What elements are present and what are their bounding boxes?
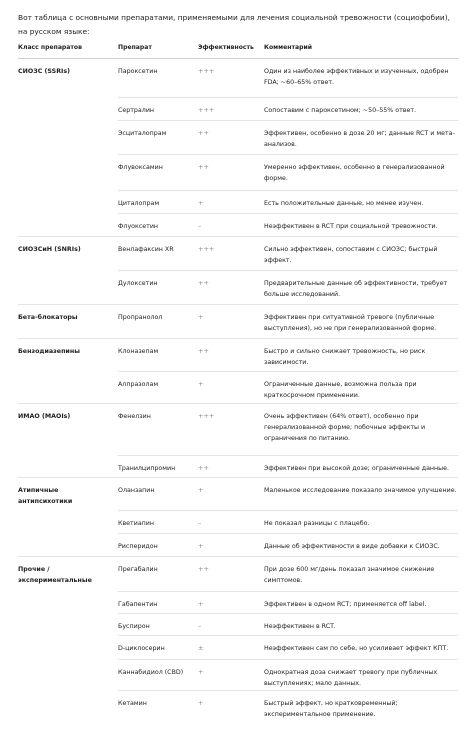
drug-cell: Пропранолол	[118, 314, 163, 321]
drug-cell: Сертралин	[118, 107, 155, 114]
class-cell: Бета-блокаторы	[18, 314, 78, 321]
header-drug: Препарат	[118, 44, 152, 51]
comment-cell: При дозе 600 мг/день показал значимое снижение симптомов.	[264, 566, 435, 584]
efficacy-cell: +++	[198, 412, 215, 420]
table-row	[18, 478, 458, 511]
efficacy-cell: ++	[198, 565, 209, 573]
drug-cell: Кветиапин	[118, 520, 155, 527]
table-row	[18, 660, 458, 691]
table-row	[18, 636, 458, 660]
efficacy-cell: –	[198, 622, 202, 630]
efficacy-cell: ++	[198, 279, 209, 287]
efficacy-cell: –	[198, 222, 202, 230]
efficacy-cell: –	[198, 519, 202, 527]
table-row	[18, 271, 458, 305]
efficacy-cell: ++	[198, 464, 209, 472]
drug-cell: Транилципромин	[118, 465, 176, 472]
comment-cell: Маленькое исследование показало значимое улучшение.	[264, 487, 457, 494]
comment-cell: Эффективен при ситуативной тревоге (публичные выступления), но не при генерализованной форме.	[264, 314, 437, 332]
class-cell: Атипичные антипсихотики	[18, 487, 73, 505]
comment-cell: Есть положительные данные, но менее изучен.	[264, 200, 424, 207]
table-row	[18, 339, 458, 372]
drug-cell: D-циклосерин	[118, 645, 165, 652]
table-row	[18, 372, 458, 404]
drug-cell: Габапентин	[118, 601, 158, 608]
table-row	[18, 614, 458, 636]
comment-cell: Быстрый эффект, но кратковременный; экспериментальное применение.	[264, 700, 398, 718]
table-body	[18, 59, 458, 721]
efficacy-cell: +	[198, 313, 204, 321]
comment-cell: Один из наиболее эффективных и изученных, одобрен FDA; ~60–65% ответ.	[264, 68, 449, 86]
drug-cell: Пароксетин	[118, 68, 158, 75]
efficacy-cell: ±	[198, 644, 204, 652]
class-cell: Бензодиазепины	[18, 348, 80, 355]
table-row	[18, 237, 458, 271]
table-row	[18, 305, 458, 339]
drug-cell: Алпразолам	[118, 381, 159, 388]
drug-cell: Фенелзин	[118, 413, 151, 420]
header-class: Класс препаратов	[18, 44, 82, 51]
drug-cell: Кетамин	[118, 700, 147, 707]
table-row	[18, 121, 458, 155]
drug-cell: Прегабалин	[118, 566, 158, 573]
table-header	[18, 40, 458, 59]
drug-cell: Оланзапин	[118, 487, 155, 494]
class-cell: ИМАО (MAOIs)	[18, 413, 71, 420]
drug-cell: Флувоксамин	[118, 164, 163, 171]
drug-cell: Буспирон	[118, 623, 150, 630]
comment-cell: Ограниченные данные, возможна польза при краткосрочном применении.	[264, 381, 417, 399]
comment-cell: Данные об эффективности в виде добавки к СИОЗС.	[264, 543, 440, 550]
comment-cell: Сильно эффективен, сопоставим с СИОЗС; быстрый эффект.	[264, 246, 438, 264]
comment-cell: Умеренно эффективен, особенно в генерализованной форме.	[264, 164, 445, 182]
header-comment: Комментарий	[264, 44, 313, 51]
table-row	[18, 191, 458, 214]
table-row	[18, 456, 458, 478]
comment-cell: Однократная доза снижает тревогу при публичных выступлениях; мало данных.	[264, 669, 438, 687]
drug-cell: Каннабидиол (CBD)	[118, 669, 184, 676]
efficacy-cell: +	[198, 600, 204, 608]
drug-cell: Флуоксетин	[118, 223, 159, 230]
drug-cell: Циталопрам	[118, 200, 160, 207]
comment-cell: Не показал разницы с плацебо.	[264, 520, 370, 527]
table-row	[18, 404, 458, 456]
comment-cell: Сопоставим с пароксетином; ~50–55% ответ.	[264, 107, 417, 114]
table-row	[18, 98, 458, 121]
comment-cell: Очень эффективен (64% ответ), особенно при генерализованной форме; побочные эффекты и ограничения по питанию.	[264, 413, 426, 442]
efficacy-cell: ++	[198, 129, 209, 137]
efficacy-cell: +	[198, 668, 204, 676]
comment-cell: Неэффективен сам по себе, но усиливает эффект КПТ.	[264, 645, 449, 652]
drug-cell: Дулоксетин	[118, 280, 158, 287]
efficacy-cell: +++	[198, 245, 215, 253]
header-efficacy: Эффективность	[198, 44, 254, 51]
table-row	[18, 691, 458, 721]
table-row	[18, 592, 458, 614]
intro-text: Вот таблица с основными препаратами, применяемыми для лечения социальной тревожности (социофобии), на русском языке:	[18, 13, 450, 36]
efficacy-cell: +	[198, 380, 204, 388]
efficacy-cell: +++	[198, 67, 215, 75]
efficacy-cell: +	[198, 542, 204, 550]
comment-cell: Эффективен, особенно в дозе 20 мг; данные RCT и мета-анализов.	[264, 130, 455, 148]
class-cell: Прочие / экспериментальные	[18, 566, 92, 584]
efficacy-cell: ++	[198, 163, 209, 171]
efficacy-cell: +	[198, 699, 204, 707]
drug-cell: Эсциталопрам	[118, 130, 167, 137]
drug-cell: Клоназепам	[118, 348, 159, 355]
drug-cell: Рисперидон	[118, 543, 158, 550]
class-cell: СИОЗСиН (SNRIs)	[18, 246, 81, 253]
comment-cell: Эффективен в одном RCT; применяется off label.	[264, 601, 427, 608]
table-row	[18, 534, 458, 557]
comment-cell: Неэффективен в RCT при социальной тревожности.	[264, 223, 438, 230]
table-row	[18, 214, 458, 237]
efficacy-cell: +	[198, 486, 204, 494]
efficacy-cell: +++	[198, 106, 215, 114]
table-row	[18, 155, 458, 191]
efficacy-cell: ++	[198, 347, 209, 355]
comment-cell: Предварительные данные об эффективности, требует больше исследований.	[264, 280, 448, 298]
table-row	[18, 511, 458, 534]
table-row	[18, 557, 458, 592]
table-row	[18, 59, 458, 98]
efficacy-cell: +	[198, 199, 204, 207]
class-cell: СИОЗС (SSRIs)	[18, 68, 71, 75]
comment-cell: Неэффективен в RCT.	[264, 623, 336, 630]
drug-table	[18, 40, 458, 721]
comment-cell: Эффективен при высокой дозе; ограниченные данные.	[264, 465, 450, 472]
drug-cell: Венлафаксин XR	[118, 246, 174, 253]
comment-cell: Быстро и сильно снижает тревожность, но риск зависимости.	[264, 348, 426, 366]
